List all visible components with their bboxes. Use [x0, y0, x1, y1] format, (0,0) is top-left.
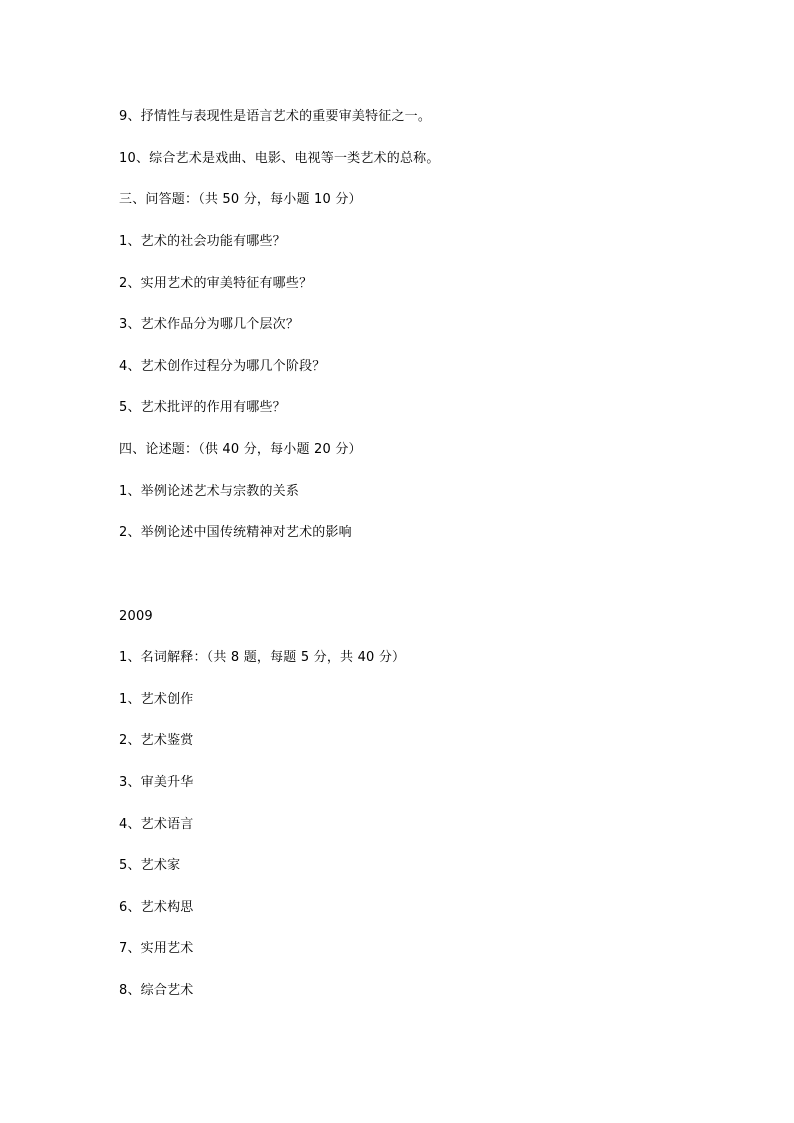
- term-8: 8、综合艺术: [119, 983, 194, 998]
- question-3: 3、艺术作品分为哪几个层次？: [119, 317, 300, 332]
- term-4: 4、艺术语言: [119, 817, 194, 832]
- question-4: 4、艺术创作过程分为哪几个阶段？: [119, 359, 326, 374]
- term-5: 5、艺术家: [119, 858, 181, 873]
- statement-10: 10、综合艺术是戏曲、电影、电视等一类艺术的总称。: [119, 151, 440, 166]
- section-heading-terms: 1、名词解释：（共 8 题，每题 5 分，共 40 分）: [119, 650, 406, 665]
- question-2: 2、实用艺术的审美特征有哪些？: [119, 276, 313, 291]
- question-1: 1、艺术的社会功能有哪些？: [119, 234, 286, 249]
- term-2: 2、艺术鉴赏: [119, 733, 194, 748]
- essay-question-1: 1、举例论述艺术与宗教的关系: [119, 484, 300, 499]
- section-heading-short-answer: 三、问答题：（共 50 分，每小题 10 分）: [119, 192, 362, 207]
- term-7: 7、实用艺术: [119, 941, 194, 956]
- term-6: 6、艺术构思: [119, 900, 194, 915]
- term-3: 3、审美升华: [119, 775, 194, 790]
- question-5: 5、艺术批评的作用有哪些？: [119, 400, 286, 415]
- section-heading-essay: 四、论述题：（供 40 分，每小题 20 分）: [119, 442, 362, 457]
- essay-question-2: 2、举例论述中国传统精神对艺术的影响: [119, 525, 352, 540]
- term-1: 1、艺术创作: [119, 692, 194, 707]
- year-heading: 2009: [119, 609, 153, 624]
- statement-9: 9、抒情性与表现性是语言艺术的重要审美特征之一。: [119, 109, 432, 124]
